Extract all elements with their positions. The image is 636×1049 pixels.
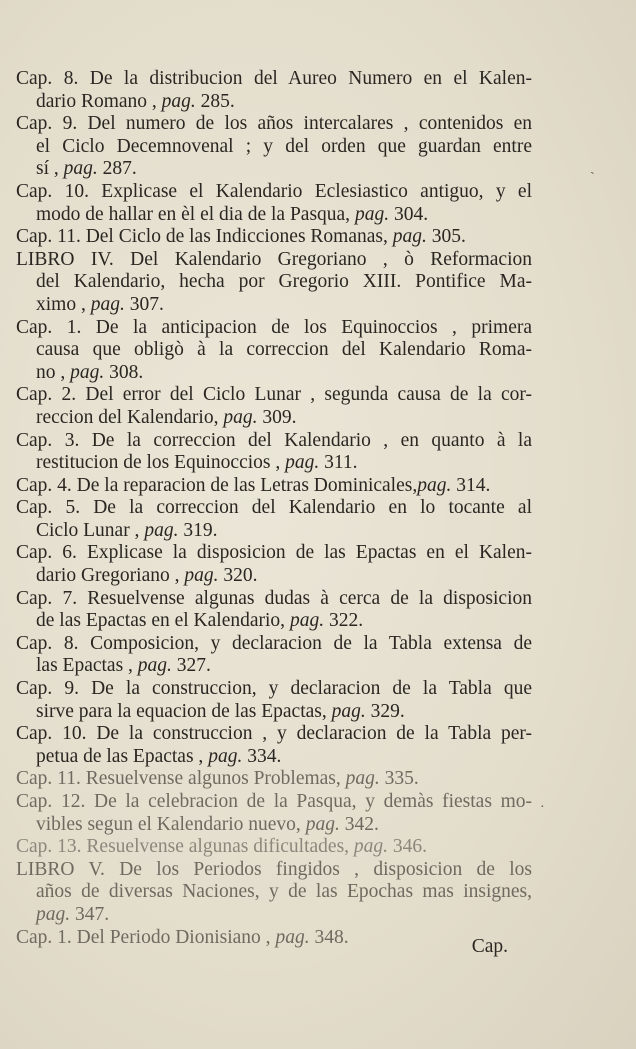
catchword: Cap.: [471, 936, 508, 957]
toc-entry: [16, 723, 532, 768]
toc-entry-line: Cap. 11. Del Ciclo de las Indicciones Romanas, pag. 305.: [16, 226, 466, 248]
toc-entry-line: sirve para la equacion de las Epactas, pag. 329.: [36, 700, 405, 722]
toc-entry: [16, 588, 532, 633]
toc-entry-line: Cap. 9. De la construccion, y declaracion de la Tabla que: [16, 678, 532, 700]
toc-entry-line: Cap. 10. Explicase el Kalendario Eclesiastico antiguo, y el: [16, 180, 532, 202]
toc-entry: [16, 633, 532, 678]
toc-entry-line: Cap. 6. Explicase la disposicion de las Epactas en el Kalen-: [16, 542, 532, 564]
toc-entry-line: Cap. 10. De la construccion , y declaracion de la Tabla per-: [16, 723, 532, 745]
ink-speck: ˏ: [590, 160, 595, 175]
toc-entry: [16, 430, 532, 475]
toc-entry-line: Cap. 8. De la distribucion del Aureo Numero en el Kalen-: [16, 68, 532, 89]
toc-entry-line: Cap. 8. Composicion, y declaracion de la Tabla extensa de: [16, 632, 532, 654]
toc-entry: [16, 836, 532, 859]
toc-entry-line: Cap. 12. De la celebracion de la Pasqua, y demàs fiestas mo-: [16, 791, 532, 812]
toc-entry-line: el Ciclo Decemnovenal ; y del orden que guardan entre: [36, 135, 532, 157]
toc-entry-line: Cap. 5. De la correccion del Kalendario en lo tocante al: [16, 497, 532, 519]
toc-entry: [16, 497, 532, 542]
toc-entry: [16, 475, 532, 498]
ink-speck: ·: [540, 800, 545, 815]
toc-entry-line: Cap. 4. De la reparacion de las Letras Dominicales,pag. 314.: [16, 474, 491, 496]
toc-entry: [16, 859, 532, 927]
toc-entry-line: Cap. 1. De la anticipacion de los Equinoccios , primera: [16, 316, 532, 338]
toc-entry-line: Ciclo Lunar , pag. 319.: [36, 519, 218, 541]
toc-entry: [16, 249, 532, 317]
toc-entry-line: pag. 347.: [36, 903, 110, 925]
toc-entry-line: Cap. 1. Del Periodo Dionisiano , pag. 348.: [16, 926, 349, 948]
toc-entry: [16, 542, 532, 587]
toc-entry-line: no , pag. 308.: [36, 361, 144, 383]
toc-entry-line: causa que obligò à la correccion del Kalendario Roma-: [36, 339, 532, 361]
toc-entry-line: de las Epactas en el Kalendario, pag. 322.: [36, 610, 364, 632]
toc-entry-line: del Kalendario, hecha por Gregorio XIII. Pontifice Ma-: [36, 271, 532, 293]
toc-entry-line: modo de hallar en èl el dia de la Pasqua, pag. 304.: [36, 203, 429, 225]
toc-entry-line: dario Romano , pag. 285.: [36, 90, 235, 112]
toc-entry-line: ximo , pag. 307.: [36, 293, 164, 315]
toc-entry: [16, 226, 532, 249]
toc-entry-line: dario Gregoriano , pag. 320.: [36, 565, 258, 587]
toc-entry: [16, 678, 532, 723]
toc-entry: [16, 317, 532, 385]
table-of-contents: [16, 68, 532, 949]
toc-entry-line: sí , pag. 287.: [36, 158, 137, 180]
toc-entry: [16, 68, 532, 113]
toc-entry-line: Cap. 2. Del error del Ciclo Lunar , segunda causa de la cor-: [16, 384, 532, 406]
toc-entry-line: años de diversas Naciones, y de las Epochas mas insignes,: [36, 881, 532, 903]
toc-entry-line: LIBRO IV. Del Kalendario Gregoriano , ò Reformacion: [16, 248, 532, 270]
toc-entry: [16, 927, 532, 950]
toc-entry-line: Cap. 11. Resuelvense algunos Problemas, pag. 335.: [16, 768, 419, 790]
toc-entry: [16, 768, 532, 791]
toc-entry-line: vibles segun el Kalendario nuevo, pag. 342.: [36, 813, 379, 835]
toc-entry-line: Cap. 13. Resuelvense algunas dificultades, pag. 346.: [16, 836, 428, 858]
toc-entry-line: petua de las Epactas , pag. 334.: [36, 745, 282, 767]
toc-entry-line: Cap. 7. Resuelvense algunas dudas à cerca de la disposicion: [16, 587, 532, 609]
toc-entry-line: LIBRO V. De los Periodos fingidos , disposicion de los: [16, 858, 532, 880]
toc-entry-line: restitucion de los Equinoccios , pag. 311.: [36, 452, 358, 474]
toc-entry-line: Cap. 3. De la correccion del Kalendario , en quanto à la: [16, 429, 532, 451]
toc-entry-line: reccion del Kalendario, pag. 309.: [36, 406, 297, 428]
toc-entry: [16, 113, 532, 181]
toc-entry: [16, 791, 532, 836]
toc-entry: [16, 384, 532, 429]
toc-entry: [16, 181, 532, 226]
toc-entry-line: Cap. 9. Del numero de los años intercalares , contenidos en: [16, 113, 532, 135]
toc-entry-line: las Epactas , pag. 327.: [36, 655, 211, 677]
